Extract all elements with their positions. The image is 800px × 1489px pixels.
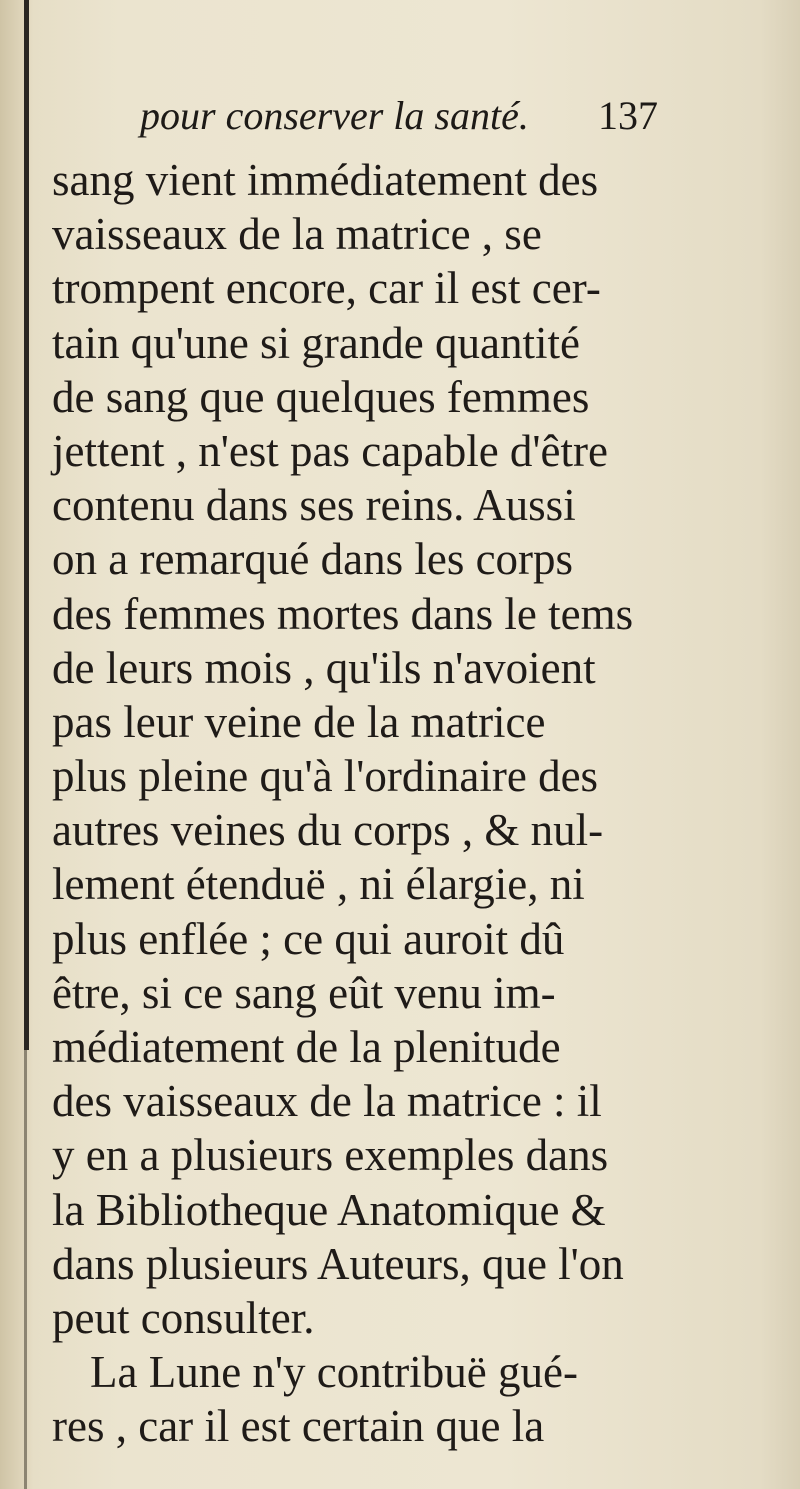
text-line: jettent , n'est pas capable d'être xyxy=(52,425,608,476)
text-line: lement étenduë , ni élargie, ni xyxy=(52,859,585,910)
text-line: autres veines du corps , & nul- xyxy=(52,805,604,856)
text-line: pas leur veine de la matrice xyxy=(52,696,546,747)
text-line: plus pleine qu'à l'ordinaire des xyxy=(52,751,599,802)
text-line: plus enflée ; ce qui auroit dû xyxy=(52,913,565,964)
text-line: sang vient immédiatement des xyxy=(52,155,599,205)
running-head: pour conserver la santé. xyxy=(140,93,529,138)
text-line: de leurs mois , qu'ils n'avoient xyxy=(52,642,596,693)
text-line: la Bibliotheque Anatomique & xyxy=(52,1184,606,1235)
text-line: res , car il est certain que la xyxy=(52,1401,545,1452)
text-line: La Lune n'y contribuë gué- xyxy=(90,1347,578,1398)
gutter-shadow-line xyxy=(24,0,29,1050)
text-line: être, si ce sang eût venu im- xyxy=(52,967,556,1018)
text-line: contenu dans ses reins. Aussi xyxy=(52,480,576,531)
text-line: on a remarqué dans les corps xyxy=(52,534,574,585)
text-line: tain qu'une si grande quantité xyxy=(52,317,580,368)
text-line: de sang que quelques femmes xyxy=(52,371,590,422)
text-line: peut consulter. xyxy=(52,1292,315,1343)
text-line: vaisseaux de la matrice , se xyxy=(52,209,542,260)
page-number: 137 xyxy=(598,93,658,138)
text-line: y en a plusieurs exemples dans xyxy=(52,1130,609,1181)
gutter-shadow-line-lower xyxy=(24,1050,27,1489)
text-line: dans plusieurs Auteurs, que l'on xyxy=(52,1238,624,1289)
text-line: trompent encore, car il est cer- xyxy=(52,263,601,314)
text-line: des femmes mortes dans le tems xyxy=(52,588,634,639)
text-line: médiatement de la plenitude xyxy=(52,1022,561,1072)
text-line: des vaisseaux de la matrice : il xyxy=(52,1076,602,1127)
body-text xyxy=(52,153,652,1454)
